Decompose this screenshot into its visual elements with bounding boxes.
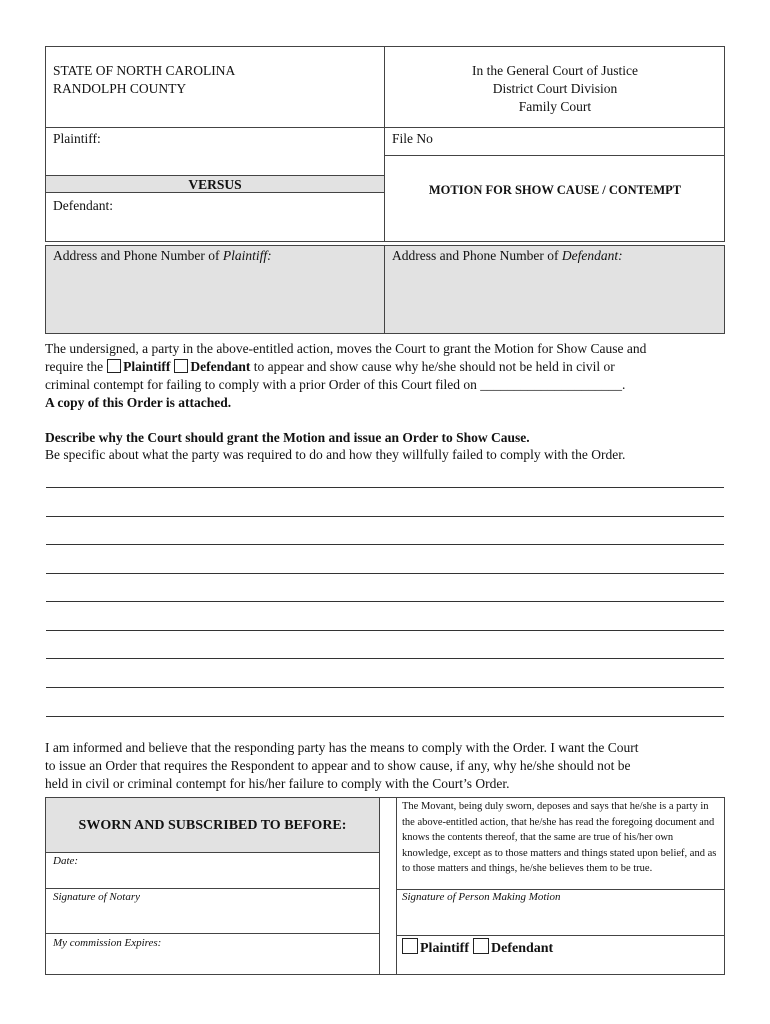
motion-title: MOTION FOR SHOW CAUSE / CONTEMPT xyxy=(428,183,682,197)
movant-defendant-label: Defendant xyxy=(491,941,554,956)
signature-movant-label: Signature of Person Making Motion xyxy=(402,891,561,903)
signature-notary-label: Signature of Notary xyxy=(53,891,140,903)
commission-label: My commission Expires: xyxy=(53,937,162,949)
writing-line-4[interactable] xyxy=(46,573,724,574)
writing-line-1[interactable] xyxy=(46,487,724,488)
writing-line-2[interactable] xyxy=(46,516,724,517)
date-label: Date: xyxy=(53,855,79,867)
versus-label: VERSUS xyxy=(188,177,242,192)
writing-line-7[interactable] xyxy=(46,658,724,659)
court-line-1: In the General Court of Justice xyxy=(471,63,639,78)
means-line-3: held in civil or criminal contempt for his/her failure to comply with the Court’s Order. xyxy=(45,776,510,791)
defendant-address-label: Address and Phone Number of Defendant: xyxy=(392,248,623,263)
means-line-1: I am informed and believe that the responding party has the means to comply with the Order. I want the Court xyxy=(45,740,639,755)
sworn-label: SWORN AND SUBSCRIBED TO BEFORE: xyxy=(78,818,347,833)
movant-defendant-checkbox[interactable] xyxy=(473,938,489,954)
movant-rule-top xyxy=(397,889,725,890)
movant-rule-bottom xyxy=(397,935,725,936)
movant-party-choice xyxy=(398,938,553,957)
describe-heading: Describe why the Court should grant the Motion and issue an Order to Show Cause. xyxy=(45,430,530,445)
means-paragraph xyxy=(45,739,735,793)
means-line-2: to issue an Order that requires the Respondent to appear and to show cause, if any, why he/she should not be xyxy=(45,758,631,773)
defendant-label: Defendant: xyxy=(53,198,113,213)
motion-paragraph xyxy=(45,340,735,412)
county-label: RANDOLPH COUNTY xyxy=(53,81,187,96)
court-line-2: District Court Division xyxy=(492,81,618,96)
plaintiff-checkbox[interactable] xyxy=(107,359,121,373)
state-label: STATE OF NORTH CAROLINA xyxy=(53,63,236,78)
header-rule xyxy=(45,127,725,128)
movant-statement: The Movant, being duly sworn, deposes and says that he/she is a party in the above-entitled action, that he/she has read the foregoing document and knows the contents thereof, that the same are true of his/her own knowledge, except as to those matters and things stated upon belief, and as to those matters and things, he/she believes them to be true. xyxy=(402,801,717,874)
plaintiff-label: Plaintiff: xyxy=(53,131,101,146)
writing-line-8[interactable] xyxy=(46,687,724,688)
date-rule xyxy=(46,888,379,889)
notary-divider-a xyxy=(379,797,380,975)
defendant-checkbox[interactable] xyxy=(174,359,188,373)
motion-line-3: criminal contempt for failing to comply with a prior Order of this Court filed on _____________________. xyxy=(45,377,626,392)
writing-line-5[interactable] xyxy=(46,601,724,602)
signature-notary-rule xyxy=(46,933,379,934)
motion-line-2: require the Plaintiff Defendant to appear and show cause why he/she should not be held in civil or xyxy=(45,359,615,374)
plaintiff-address-label: Address and Phone Number of Plaintiff: xyxy=(53,248,272,263)
movant-plaintiff-label: Plaintiff xyxy=(420,941,469,956)
order-attached: A copy of this Order is attached. xyxy=(45,395,232,410)
court-line-3: Family Court xyxy=(518,99,592,114)
writing-line-9[interactable] xyxy=(46,716,724,717)
movant-plaintiff-checkbox[interactable] xyxy=(402,938,418,954)
file-no-rule xyxy=(384,155,725,156)
writing-line-3[interactable] xyxy=(46,544,724,545)
writing-line-6[interactable] xyxy=(46,630,724,631)
motion-line-1: The undersigned, a party in the above-entitled action, moves the Court to grant the Motion for Show Cause and xyxy=(45,341,647,356)
notary-divider-b xyxy=(396,797,397,975)
file-no-label: File No xyxy=(392,131,433,146)
describe-subtext: Be specific about what the party was required to do and how they willfully failed to comply with the Order. xyxy=(45,447,626,462)
